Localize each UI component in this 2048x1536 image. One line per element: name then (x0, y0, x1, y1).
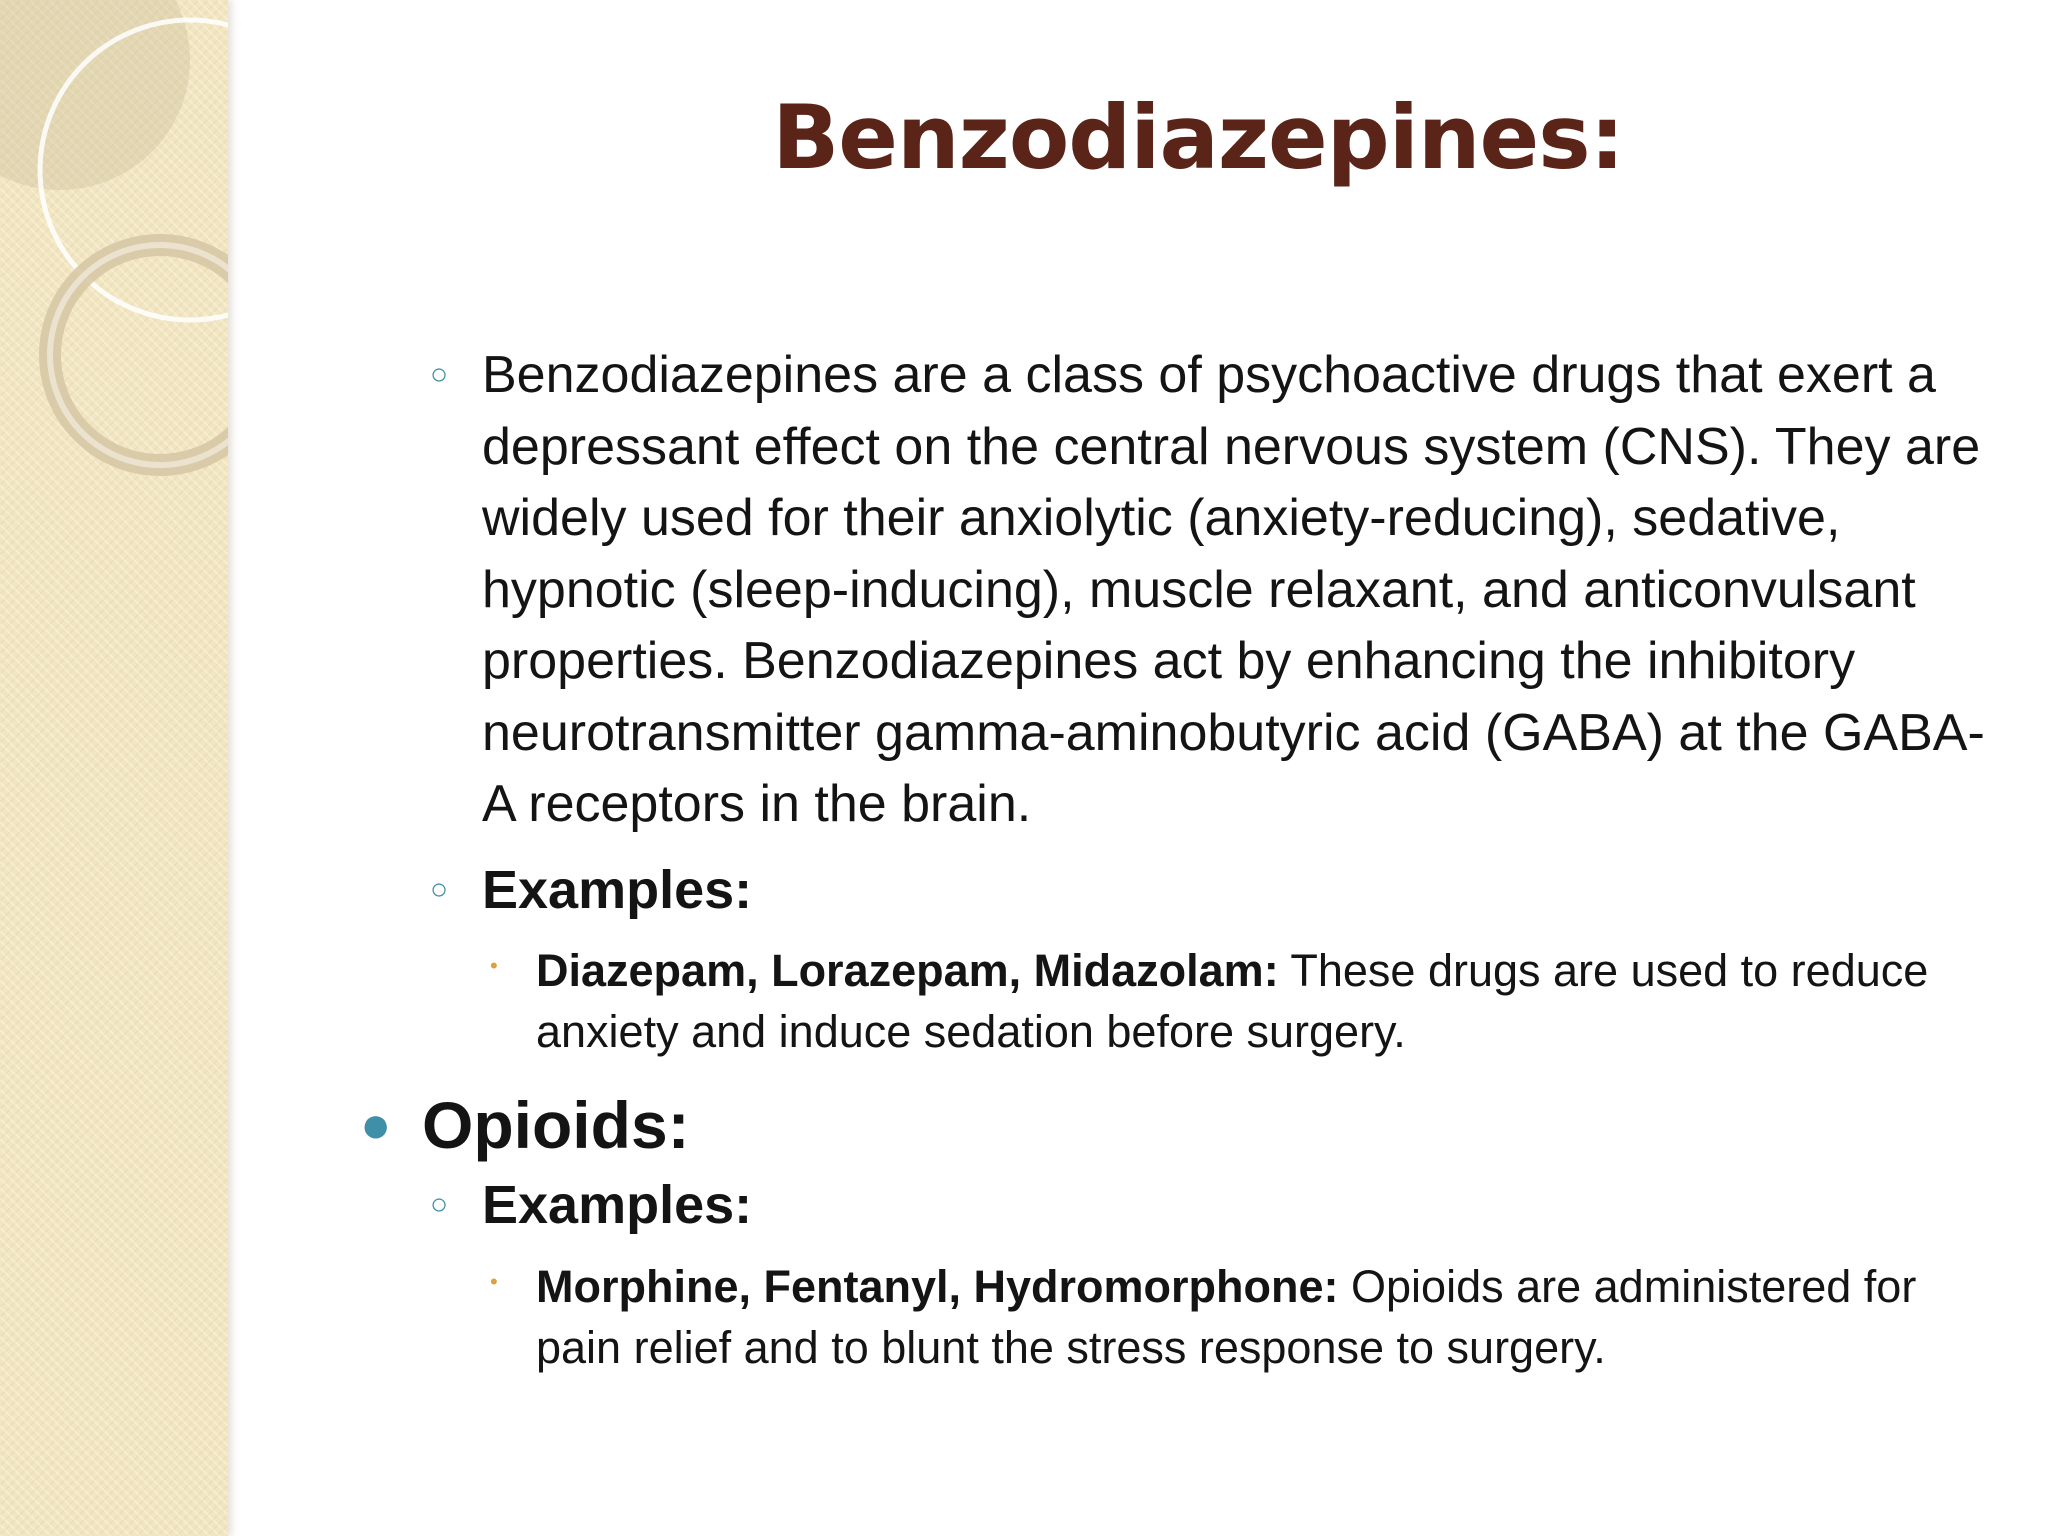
benzo-example-item (352, 940, 1992, 1062)
benzo-description-text: Benzodiazepines are a class of psychoactive drugs that exert a depressant effect on the central nervous system (CNS). They are widely used for their anxiolytic (anxiety-reducing), sedative, hypnotic (sleep-inducing), muscle relaxant, and anticonvulsant properties. Benzodiazepines act by enhancing the inhibitory neurotransmitter gamma-aminobutyric acid (GABA) at the GABA-A receptors in the brain. (482, 346, 1985, 833)
benzo-example-use: These drugs are used to reduce anxiety and induce sedation before surgery. (536, 945, 1929, 1057)
opioid-example-use: Opioids are administered for pain relief and to blunt the stress response to surgery. (536, 1260, 1917, 1373)
benzo-description-item (352, 340, 1992, 841)
opioids-examples-label: Examples: (482, 1175, 753, 1235)
opioid-example-text (536, 1256, 1992, 1378)
opioids-examples-item (352, 1170, 1992, 1242)
small-dot-bullet-icon: • (490, 953, 498, 978)
benzo-example-text (536, 940, 1992, 1062)
benzo-example-drugs: Diazepam, Lorazepam, Midazolam: (536, 945, 1279, 996)
hollow-circle-bullet-icon: ○ (430, 358, 449, 391)
slide-title: Benzodiazepines: (772, 86, 1624, 189)
opioids-item (352, 1080, 1992, 1170)
benzo-examples-item (352, 855, 1992, 927)
hollow-circle-bullet-icon: ○ (430, 1188, 449, 1221)
decorative-rings (0, 0, 228, 520)
small-dot-bullet-icon: • (490, 1268, 498, 1294)
slide-content (352, 340, 1992, 1378)
opioid-example-drugs: Morphine, Fentanyl, Hydromorphone: (536, 1260, 1339, 1312)
filled-circle-bullet-icon: ● (360, 1096, 392, 1154)
decorative-side-panel (0, 0, 228, 1536)
hollow-circle-bullet-icon: ○ (430, 872, 449, 906)
benzo-examples-label: Examples: (482, 859, 753, 920)
opioid-example-item (352, 1256, 1992, 1378)
opioids-heading: Opioids: (422, 1088, 690, 1162)
